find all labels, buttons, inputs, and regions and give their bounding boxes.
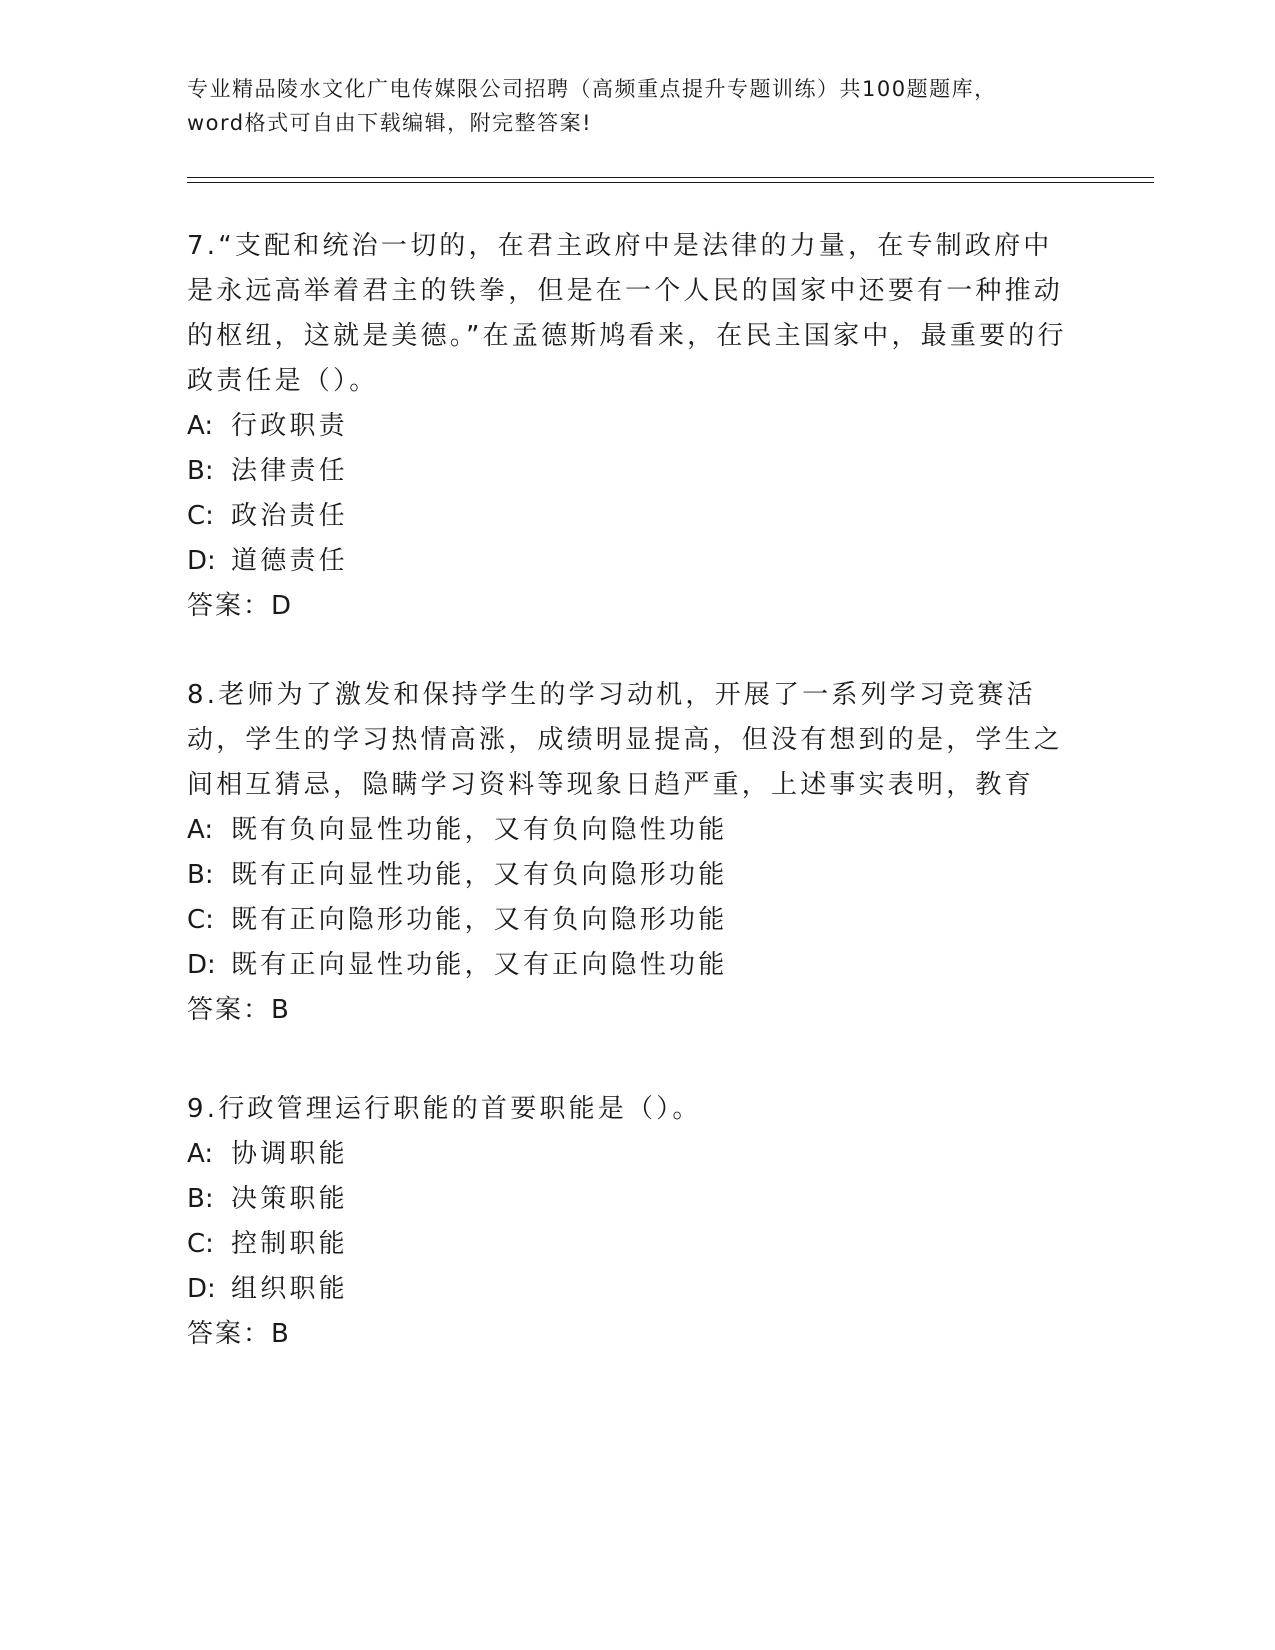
option-key: D: (187, 546, 216, 576)
header-divider-top (187, 177, 1154, 178)
option-c (187, 1222, 1067, 1267)
option-b (187, 1177, 1067, 1222)
question-stem: 9.行政管理运行职能的首要职能是（）。 (187, 1094, 702, 1124)
option-key: B: (187, 1184, 214, 1214)
option-b (187, 853, 1067, 898)
option-d (187, 539, 1067, 584)
option-key: A: (187, 815, 214, 845)
question-stem: 8.老师为了激发和保持学生的学习动机，开展了一系列学习竞赛活动，学生的学习热情高涨，成绩明显提高，但没有想到的是，学生之间相互猜忌，隐瞒学习资料等现象日趋严重，上述事实表明，教育 (187, 680, 1064, 800)
option-key: C: (187, 501, 214, 531)
option-key: D: (187, 1274, 216, 1304)
option-b (187, 449, 1067, 494)
option-a (187, 1132, 1067, 1177)
option-text: 既有正向隐形功能，又有负向隐形功能 (231, 905, 728, 935)
answer: 答案：B (187, 1319, 291, 1349)
document-header (187, 72, 1047, 140)
option-text: 控制职能 (231, 1229, 348, 1259)
option-text: 政治责任 (231, 501, 348, 531)
option-text: 既有正向显性功能，又有正向隐性功能 (231, 950, 728, 980)
option-a (187, 404, 1067, 449)
header-title: 专业精品陵水文化广电传媒限公司招聘（高频重点提升专题训练）共100题题库，word格式可自由下载编辑，附完整答案! (187, 77, 997, 135)
option-d (187, 943, 1067, 988)
question-8 (187, 673, 1067, 1033)
option-a (187, 808, 1067, 853)
question-stem: 7.“支配和统治一切的，在君主政府中是法律的力量，在专制政府中是永远高举着君主的铁拳，但是在一个人民的国家中还要有一种推动的枢纽，这就是美德。”在孟德斯鸠看来，在民主国家中，最重要的行政责任是（）。 (187, 231, 1067, 396)
answer: 答案：D (187, 591, 294, 621)
option-c (187, 494, 1067, 539)
option-d (187, 1267, 1067, 1312)
option-text: 既有正向显性功能，又有负向隐形功能 (231, 860, 728, 890)
option-key: A: (187, 411, 214, 441)
option-text: 决策职能 (231, 1184, 348, 1214)
option-key: D: (187, 950, 216, 980)
question-9 (187, 1087, 1067, 1357)
option-key: B: (187, 456, 214, 486)
option-text: 组织职能 (231, 1274, 348, 1304)
answer: 答案：B (187, 995, 291, 1025)
option-text: 协调职能 (231, 1139, 348, 1169)
option-key: A: (187, 1139, 214, 1169)
option-key: B: (187, 860, 214, 890)
header-divider-bottom (187, 182, 1154, 183)
option-key: C: (187, 905, 214, 935)
option-key: C: (187, 1229, 214, 1259)
option-c (187, 898, 1067, 943)
option-text: 行政职责 (231, 411, 348, 441)
option-text: 法律责任 (231, 456, 348, 486)
option-text: 既有负向显性功能，又有负向隐性功能 (231, 815, 728, 845)
option-text: 道德责任 (231, 546, 348, 576)
question-7 (187, 224, 1067, 629)
